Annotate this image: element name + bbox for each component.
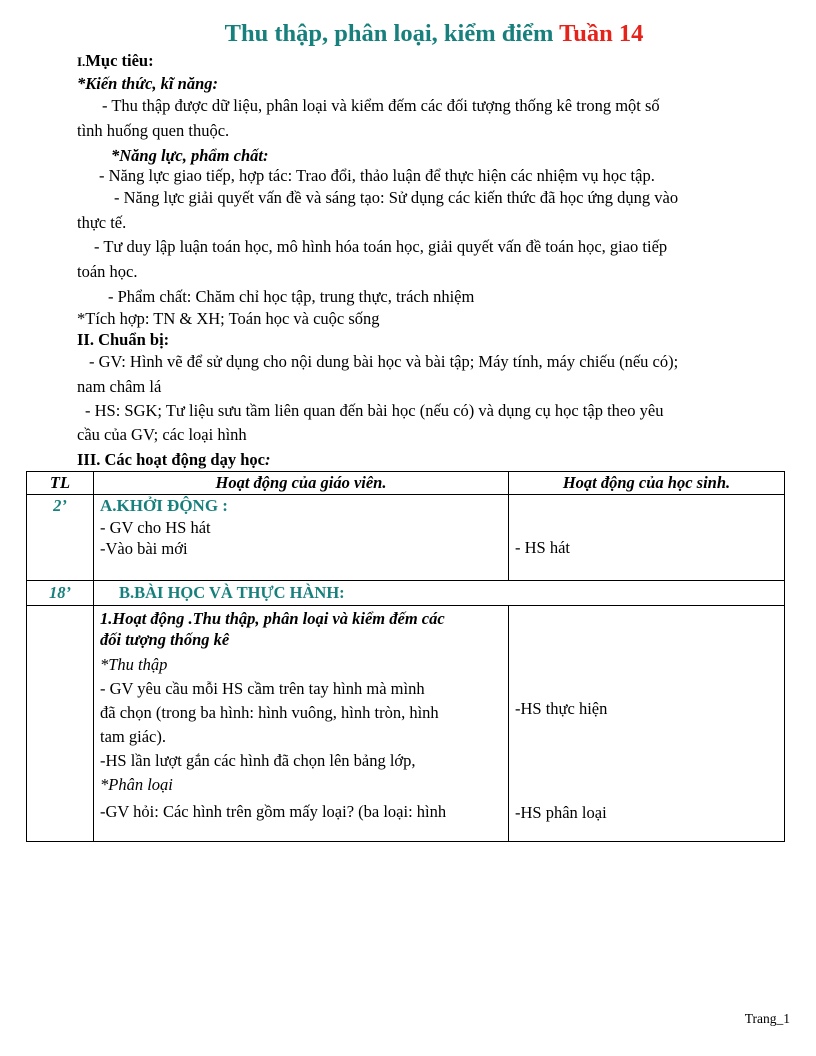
- objectives-heading: [77, 51, 154, 72]
- competence-item-2b: thực tế.: [77, 213, 127, 232]
- header-teacher: Hoạt động của giáo viên.: [94, 472, 509, 495]
- row3-student: [509, 606, 785, 842]
- row1-hs: - HS hát: [515, 537, 570, 557]
- row1-gv-2: -Vào bài mới: [100, 539, 188, 558]
- row3-hs-2: -HS phân loại: [515, 803, 607, 822]
- table-header-row: [27, 472, 785, 495]
- row3-tl: [27, 606, 94, 842]
- activity-title-1: 1.Hoạt động .Thu thập, phân loại và kiểm đếm các: [100, 609, 445, 628]
- row1-teacher: [94, 495, 509, 581]
- row3-gv-5: -GV hỏi: Các hình trên gồm mấy loại? (ba loại: hình: [100, 802, 447, 821]
- activities-heading: [77, 450, 270, 470]
- title-text: Thu thập, phân loại, kiểm điểm: [224, 20, 554, 47]
- competence-item-3a: - Tư duy lập luận toán học, mô hình hóa toán học, giải quyết vấn đề toán học, giao tiếp: [94, 237, 668, 256]
- header-tl: TL: [27, 472, 94, 495]
- competence-heading: *Năng lực, phẩm chất:: [111, 146, 269, 165]
- row3-hs-1: -HS thực hiện: [515, 699, 608, 718]
- row1-gv-1: - GV cho HS hát: [100, 518, 211, 537]
- row2-tl: 18’: [27, 581, 94, 606]
- row1-title: A.KHỞI ĐỘNG :: [100, 496, 228, 515]
- preparation-gv-b: nam châm lá: [77, 377, 162, 396]
- row3-gv-4: -HS lần lượt gắn các hình đã chọn lên bảng lớp,: [100, 751, 416, 770]
- competence-item-1: - Năng lực giao tiếp, hợp tác: Trao đổi, thảo luận để thực hiện các nhiệm vụ học tập.: [99, 166, 655, 185]
- page-title: [26, 20, 816, 48]
- row2-title: B.BÀI HỌC VÀ THỰC HÀNH:: [119, 583, 345, 602]
- activities-heading-text: III. Các hoạt động dạy học: [77, 450, 265, 469]
- integration-text: *Tích hợp: TN & XH; Toán học và cuộc sống: [77, 309, 380, 328]
- row2-title-cell: [94, 581, 785, 606]
- objectives-heading-text: Mục tiêu:: [85, 51, 154, 70]
- row3-gv-2: đã chọn (trong ba hình: hình vuông, hình tròn, hình: [100, 703, 439, 722]
- table-row: [27, 495, 785, 581]
- row3-teacher: [94, 606, 509, 842]
- preparation-hs-b: cầu của GV; các loại hình: [77, 425, 247, 444]
- table-row: [27, 606, 785, 842]
- competence-item-3b: toán học.: [77, 262, 138, 281]
- page-number: Trang_1: [744, 1011, 790, 1026]
- row3-gv-1: - GV yêu cầu mỗi HS cầm trên tay hình mà mình: [100, 679, 425, 698]
- competence-item-2a: - Năng lực giải quyết vấn đề và sáng tạo: Sử dụng các kiến thức đã học ứng dụng vào: [114, 188, 679, 207]
- header-student: Hoạt động của học sinh.: [509, 472, 785, 495]
- table-row: [27, 581, 785, 606]
- knowledge-heading: *Kiến thức, kĩ năng:: [77, 74, 218, 93]
- row3-gv-3: tam giác).: [100, 727, 166, 746]
- title-week: Tuần 14: [559, 20, 644, 47]
- quality-text: - Phẩm chất: Chăm chỉ học tập, trung thực, trách nhiệm: [108, 287, 475, 306]
- lesson-plan-table: [26, 471, 785, 842]
- preparation-heading: II. Chuẩn bị:: [77, 330, 170, 349]
- row1-tl: 2’: [27, 495, 94, 581]
- row1-student: [509, 495, 785, 581]
- collect-label: *Thu thập: [100, 655, 168, 674]
- knowledge-text-2: tình huống quen thuộc.: [77, 121, 230, 140]
- activity-title-2: đối tượng thống kê: [100, 630, 230, 649]
- preparation-hs-a: - HS: SGK; Tư liệu sưu tầm liên quan đến bài học (nếu có) và dụng cụ học tập theo yêu: [85, 401, 664, 420]
- classify-label: *Phân loại: [100, 775, 173, 794]
- knowledge-text-1: - Thu thập được dữ liệu, phân loại và kiểm đếm các đối tượng thống kê trong một số: [102, 96, 660, 115]
- preparation-gv-a: - GV: Hình vẽ để sử dụng cho nội dung bài học và bài tập; Máy tính, máy chiếu (nếu có);: [89, 352, 679, 371]
- activities-heading-colon: :: [264, 450, 271, 469]
- objectives-heading-num: I.: [77, 54, 86, 69]
